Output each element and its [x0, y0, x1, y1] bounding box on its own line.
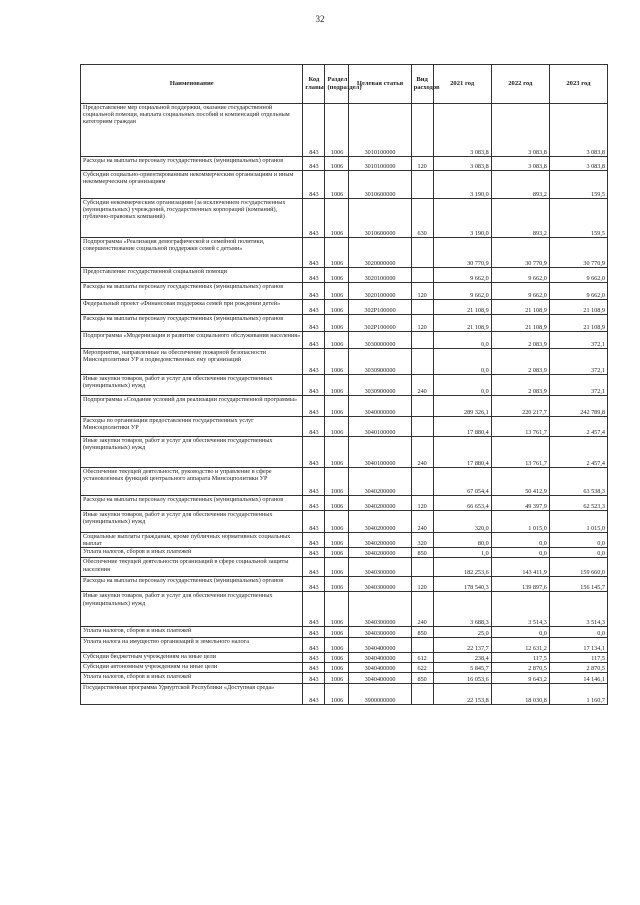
row-2023: 2 870,5 [549, 663, 607, 673]
row-section: 1006 [325, 315, 349, 332]
row-section: 1006 [325, 300, 349, 315]
row-name: Государственная программа Удмуртской Республики «Доступная среда» [81, 684, 303, 705]
row-code: 843 [303, 627, 325, 638]
table-row [81, 238, 608, 268]
row-2022: 21 108,9 [491, 300, 549, 315]
row-2023: 159,5 [549, 199, 607, 238]
row-name: Субсидии бюджетным учреждениям на иные цели [81, 653, 303, 663]
table-row [81, 468, 608, 496]
row-type [411, 349, 433, 375]
table-row [81, 684, 608, 705]
row-2022: 9 643,2 [491, 673, 549, 684]
row-code: 843 [303, 638, 325, 653]
row-type: 850 [411, 673, 433, 684]
table-row [81, 627, 608, 638]
row-article: 3040100000 [349, 417, 411, 437]
header-section: Раздел (подраздел) [325, 65, 349, 104]
row-2022: 13 761,7 [491, 437, 549, 468]
row-section: 1006 [325, 663, 349, 673]
table-row [81, 496, 608, 511]
row-article: 3040100000 [349, 437, 411, 468]
row-name: Подпрограмма «Модернизация и развитие социального обслуживания населения» [81, 332, 303, 349]
row-2023: 159 660,0 [549, 558, 607, 577]
row-type [411, 468, 433, 496]
row-article: 302P100000 [349, 300, 411, 315]
row-2022: 21 108,9 [491, 315, 549, 332]
row-type [411, 268, 433, 283]
row-type [411, 332, 433, 349]
table-header-row [81, 65, 608, 104]
row-2022: 12 631,2 [491, 638, 549, 653]
row-2021: 3 083,8 [433, 157, 491, 171]
row-2023: 372,1 [549, 332, 607, 349]
row-article: 3040200000 [349, 496, 411, 511]
row-section: 1006 [325, 653, 349, 663]
row-name: Расходы на выплаты персоналу государственных (муниципальных) органов [81, 157, 303, 171]
row-article: 3040400000 [349, 673, 411, 684]
row-code: 843 [303, 332, 325, 349]
row-type: 240 [411, 437, 433, 468]
row-article: 3900000000 [349, 684, 411, 705]
row-section: 1006 [325, 349, 349, 375]
row-2022: 0,0 [491, 548, 549, 558]
row-article: 3040200000 [349, 548, 411, 558]
row-code: 843 [303, 663, 325, 673]
table-row [81, 417, 608, 437]
row-code: 843 [303, 283, 325, 300]
row-name: Предоставление государственной социальной помощи [81, 268, 303, 283]
row-name: Мероприятия, направленные на обеспечение пожарной безопасности Минсоцполитики УР и подведомственных ему организаций [81, 349, 303, 375]
row-section: 1006 [325, 558, 349, 577]
row-section: 1006 [325, 533, 349, 548]
row-code: 843 [303, 104, 325, 157]
row-name: Субсидии автономным учреждениям на иные цели [81, 663, 303, 673]
table-row [81, 268, 608, 283]
row-type [411, 396, 433, 417]
row-2021: 66 653,4 [433, 496, 491, 511]
row-section: 1006 [325, 577, 349, 592]
row-2021: 289 326,1 [433, 396, 491, 417]
row-section: 1006 [325, 468, 349, 496]
row-2021: 3 190,0 [433, 171, 491, 199]
row-article: 3020100000 [349, 268, 411, 283]
row-type: 240 [411, 511, 433, 533]
row-type: 120 [411, 283, 433, 300]
row-code: 843 [303, 171, 325, 199]
row-name: Подпрограмма «Создание условий для реализации государственной программы» [81, 396, 303, 417]
row-name: Субсидии социально-ориентированным некоммерческим организациям и иным некоммерческим организациям [81, 171, 303, 199]
row-type: 850 [411, 548, 433, 558]
table-row [81, 375, 608, 396]
header-name: Наименование [81, 65, 303, 104]
table-row [81, 638, 608, 653]
row-2021: 22 153,8 [433, 684, 491, 705]
row-2022: 3 083,8 [491, 104, 549, 157]
header-2023: 2023 год [549, 65, 607, 104]
row-2023: 0,0 [549, 533, 607, 548]
row-2021: 178 540,3 [433, 577, 491, 592]
row-2022: 2 870,5 [491, 663, 549, 673]
row-section: 1006 [325, 104, 349, 157]
row-article: 3040300000 [349, 558, 411, 577]
table-row [81, 315, 608, 332]
table-body [81, 104, 608, 705]
row-article: 3040200000 [349, 511, 411, 533]
row-2022: 0,0 [491, 533, 549, 548]
row-name: Субсидии некоммерческим организациям (за исключением государственных (муниципальных) учреждений, государственных корпораций (компаний), публично-правовых компаний) [81, 199, 303, 238]
row-code: 843 [303, 673, 325, 684]
row-2023: 3 083,8 [549, 104, 607, 157]
row-article: 3040300000 [349, 592, 411, 627]
table-row [81, 396, 608, 417]
row-type: 120 [411, 577, 433, 592]
row-code: 843 [303, 511, 325, 533]
row-2022: 2 083,9 [491, 375, 549, 396]
row-section: 1006 [325, 199, 349, 238]
row-code: 843 [303, 417, 325, 437]
row-2023: 1 015,0 [549, 511, 607, 533]
row-section: 1006 [325, 417, 349, 437]
row-2023: 63 538,3 [549, 468, 607, 496]
table-row [81, 653, 608, 663]
row-article: 3040200000 [349, 468, 411, 496]
row-code: 843 [303, 592, 325, 627]
table-row [81, 548, 608, 558]
row-2022: 18 030,8 [491, 684, 549, 705]
row-section: 1006 [325, 375, 349, 396]
page-number: 32 [315, 14, 325, 24]
row-2021: 21 108,9 [433, 300, 491, 315]
row-2021: 9 662,0 [433, 268, 491, 283]
row-type [411, 300, 433, 315]
row-name: Иные закупки товаров, работ и услуг для обеспечения государственных (муниципальных) нужд [81, 437, 303, 468]
row-2023: 0,0 [549, 548, 607, 558]
row-code: 843 [303, 558, 325, 577]
row-name: Уплата налога на имущество организаций и земельного налога [81, 638, 303, 653]
row-2021: 0,0 [433, 375, 491, 396]
row-2021: 1,0 [433, 548, 491, 558]
row-section: 1006 [325, 332, 349, 349]
row-code: 843 [303, 375, 325, 396]
row-article: 3020000000 [349, 238, 411, 268]
row-name: Обеспечение текущей деятельности, руководство и управление в сфере установленных функций центрального аппарата Минсоцполитики УР [81, 468, 303, 496]
table-row [81, 673, 608, 684]
table-row [81, 533, 608, 548]
row-2022: 0,0 [491, 627, 549, 638]
row-section: 1006 [325, 638, 349, 653]
row-type [411, 171, 433, 199]
table-row [81, 349, 608, 375]
row-2022: 1 015,0 [491, 511, 549, 533]
row-type: 240 [411, 375, 433, 396]
row-article: 3010600000 [349, 171, 411, 199]
row-name: Уплата налогов, сборов и иных платежей [81, 627, 303, 638]
row-code: 843 [303, 349, 325, 375]
row-2023: 242 789,8 [549, 396, 607, 417]
row-name: Социальные выплаты гражданам, кроме публичных нормативных социальных выплат [81, 533, 303, 548]
row-2023: 9 662,0 [549, 283, 607, 300]
table-row [81, 592, 608, 627]
row-code: 843 [303, 396, 325, 417]
row-name: Расходы на выплаты персоналу государственных (муниципальных) органов [81, 283, 303, 300]
row-name: Расходы на выплаты персоналу государственных (муниципальных) органов [81, 496, 303, 511]
row-type [411, 684, 433, 705]
row-article: 3030000000 [349, 332, 411, 349]
row-2021: 21 108,9 [433, 315, 491, 332]
row-2023: 156 145,7 [549, 577, 607, 592]
row-2022: 220 217,7 [491, 396, 549, 417]
header-2022: 2022 год [491, 65, 549, 104]
table-row [81, 511, 608, 533]
row-2021: 238,4 [433, 653, 491, 663]
row-2021: 9 662,0 [433, 283, 491, 300]
table-row [81, 332, 608, 349]
table-row [81, 437, 608, 468]
row-code: 843 [303, 238, 325, 268]
row-2021: 5 845,7 [433, 663, 491, 673]
row-article: 3040300000 [349, 627, 411, 638]
row-article: 3010100000 [349, 157, 411, 171]
row-2021: 3 083,8 [433, 104, 491, 157]
row-2021: 16 053,6 [433, 673, 491, 684]
row-2021: 3 688,3 [433, 592, 491, 627]
row-name: Иные закупки товаров, работ и услуг для обеспечения государственных (муниципальных) нужд [81, 592, 303, 627]
row-2022: 49 397,9 [491, 496, 549, 511]
row-code: 843 [303, 268, 325, 283]
row-2022: 2 083,9 [491, 349, 549, 375]
row-article: 3040200000 [349, 533, 411, 548]
row-name: Иные закупки товаров, работ и услуг для обеспечения государственных (муниципальных) нужд [81, 375, 303, 396]
row-type: 320 [411, 533, 433, 548]
row-type [411, 104, 433, 157]
row-2023: 62 523,3 [549, 496, 607, 511]
row-code: 843 [303, 496, 325, 511]
row-2021: 80,0 [433, 533, 491, 548]
row-2023: 0,0 [549, 627, 607, 638]
row-section: 1006 [325, 283, 349, 300]
row-name: Расходы на выплаты персоналу государственных (муниципальных) органов [81, 577, 303, 592]
row-type [411, 417, 433, 437]
row-section: 1006 [325, 511, 349, 533]
table-row [81, 300, 608, 315]
row-2021: 25,0 [433, 627, 491, 638]
row-2021: 3 190,0 [433, 199, 491, 238]
row-2022: 30 770,9 [491, 238, 549, 268]
row-2023: 14 146,1 [549, 673, 607, 684]
row-code: 843 [303, 577, 325, 592]
row-section: 1006 [325, 684, 349, 705]
row-2022: 3 083,8 [491, 157, 549, 171]
table-row [81, 199, 608, 238]
row-2022: 3 514,3 [491, 592, 549, 627]
row-code: 843 [303, 653, 325, 663]
table-row [81, 171, 608, 199]
table-row [81, 577, 608, 592]
row-2021: 17 880,4 [433, 417, 491, 437]
row-article: 3030900000 [349, 349, 411, 375]
row-2023: 372,1 [549, 375, 607, 396]
row-name: Федеральный проект «Финансовая поддержка семей при рождении детей» [81, 300, 303, 315]
row-type [411, 638, 433, 653]
row-2023: 21 108,9 [549, 315, 607, 332]
row-name: Иные закупки товаров, работ и услуг для обеспечения государственных (муниципальных) нужд [81, 511, 303, 533]
row-2023: 2 457,4 [549, 437, 607, 468]
row-section: 1006 [325, 157, 349, 171]
row-2021: 0,0 [433, 332, 491, 349]
row-code: 843 [303, 199, 325, 238]
row-section: 1006 [325, 548, 349, 558]
row-type: 630 [411, 199, 433, 238]
row-2023: 117,5 [549, 653, 607, 663]
row-2021: 17 880,4 [433, 437, 491, 468]
row-type: 120 [411, 157, 433, 171]
row-type: 120 [411, 496, 433, 511]
row-2021: 182 253,6 [433, 558, 491, 577]
row-2023: 159,5 [549, 171, 607, 199]
row-article: 3010100000 [349, 104, 411, 157]
row-article: 3040300000 [349, 577, 411, 592]
row-code: 843 [303, 468, 325, 496]
table-row [81, 104, 608, 157]
row-type: 850 [411, 627, 433, 638]
row-type: 240 [411, 592, 433, 627]
header-2021: 2021 год [433, 65, 491, 104]
row-2021: 22 137,7 [433, 638, 491, 653]
table-row [81, 558, 608, 577]
row-2022: 50 412,9 [491, 468, 549, 496]
budget-table [80, 64, 608, 705]
row-article: 3040000000 [349, 396, 411, 417]
row-2022: 893,2 [491, 171, 549, 199]
row-2022: 893,2 [491, 199, 549, 238]
row-section: 1006 [325, 437, 349, 468]
row-code: 843 [303, 548, 325, 558]
row-name: Расходы на выплаты персоналу государственных (муниципальных) органов [81, 315, 303, 332]
row-name: Подпрограмма «Реализация демографической и семейной политики, совершенствование социальной поддержки семей с детьми» [81, 238, 303, 268]
header-article: Целевая статья [349, 65, 411, 104]
row-name: Уплата налогов, сборов и иных платежей [81, 673, 303, 684]
row-type: 120 [411, 315, 433, 332]
row-code: 843 [303, 437, 325, 468]
row-2022: 13 761,7 [491, 417, 549, 437]
row-section: 1006 [325, 268, 349, 283]
row-2021: 30 770,9 [433, 238, 491, 268]
row-code: 843 [303, 533, 325, 548]
row-2023: 21 108,9 [549, 300, 607, 315]
row-article: 3020100000 [349, 283, 411, 300]
table-row [81, 283, 608, 300]
row-section: 1006 [325, 238, 349, 268]
row-section: 1006 [325, 592, 349, 627]
row-2022: 117,5 [491, 653, 549, 663]
row-2023: 372,1 [549, 349, 607, 375]
header-code: Код главы [303, 65, 325, 104]
row-2023: 9 662,0 [549, 268, 607, 283]
row-2022: 143 411,9 [491, 558, 549, 577]
row-2023: 3 514,3 [549, 592, 607, 627]
row-2023: 2 457,4 [549, 417, 607, 437]
row-article: 302P100000 [349, 315, 411, 332]
row-2021: 320,0 [433, 511, 491, 533]
row-2023: 30 770,9 [549, 238, 607, 268]
row-code: 843 [303, 315, 325, 332]
row-section: 1006 [325, 171, 349, 199]
row-name: Обеспечение текущей деятельности организаций в сфере социальной защиты населения [81, 558, 303, 577]
row-2022: 139 897,6 [491, 577, 549, 592]
row-type [411, 238, 433, 268]
row-type: 622 [411, 663, 433, 673]
row-article: 3040400000 [349, 653, 411, 663]
row-2023: 17 134,1 [549, 638, 607, 653]
row-article: 3010600000 [349, 199, 411, 238]
row-name: Расходы по организации предоставления государственных услуг Минсоцполитики УР [81, 417, 303, 437]
row-name: Уплата налогов, сборов и иных платежей [81, 548, 303, 558]
row-section: 1006 [325, 627, 349, 638]
row-type [411, 558, 433, 577]
row-section: 1006 [325, 396, 349, 417]
row-section: 1006 [325, 496, 349, 511]
row-code: 843 [303, 684, 325, 705]
row-2022: 9 662,0 [491, 268, 549, 283]
row-name: Предоставление мер социальной поддержки, оказание государственной социальной помощи, выплата социальных пособий и компенсаций отдельным категориям граждан [81, 104, 303, 157]
row-section: 1006 [325, 673, 349, 684]
row-code: 843 [303, 157, 325, 171]
row-type: 612 [411, 653, 433, 663]
table-row [81, 157, 608, 171]
row-article: 3040400000 [349, 663, 411, 673]
row-2021: 67 054,4 [433, 468, 491, 496]
row-2023: 1 160,7 [549, 684, 607, 705]
row-article: 3030900000 [349, 375, 411, 396]
row-2022: 2 083,9 [491, 332, 549, 349]
row-code: 843 [303, 300, 325, 315]
row-2021: 0,0 [433, 349, 491, 375]
table-row [81, 663, 608, 673]
header-type: Вид расходов [411, 65, 433, 104]
row-2023: 3 083,8 [549, 157, 607, 171]
row-article: 3040400000 [349, 638, 411, 653]
row-2022: 9 662,0 [491, 283, 549, 300]
